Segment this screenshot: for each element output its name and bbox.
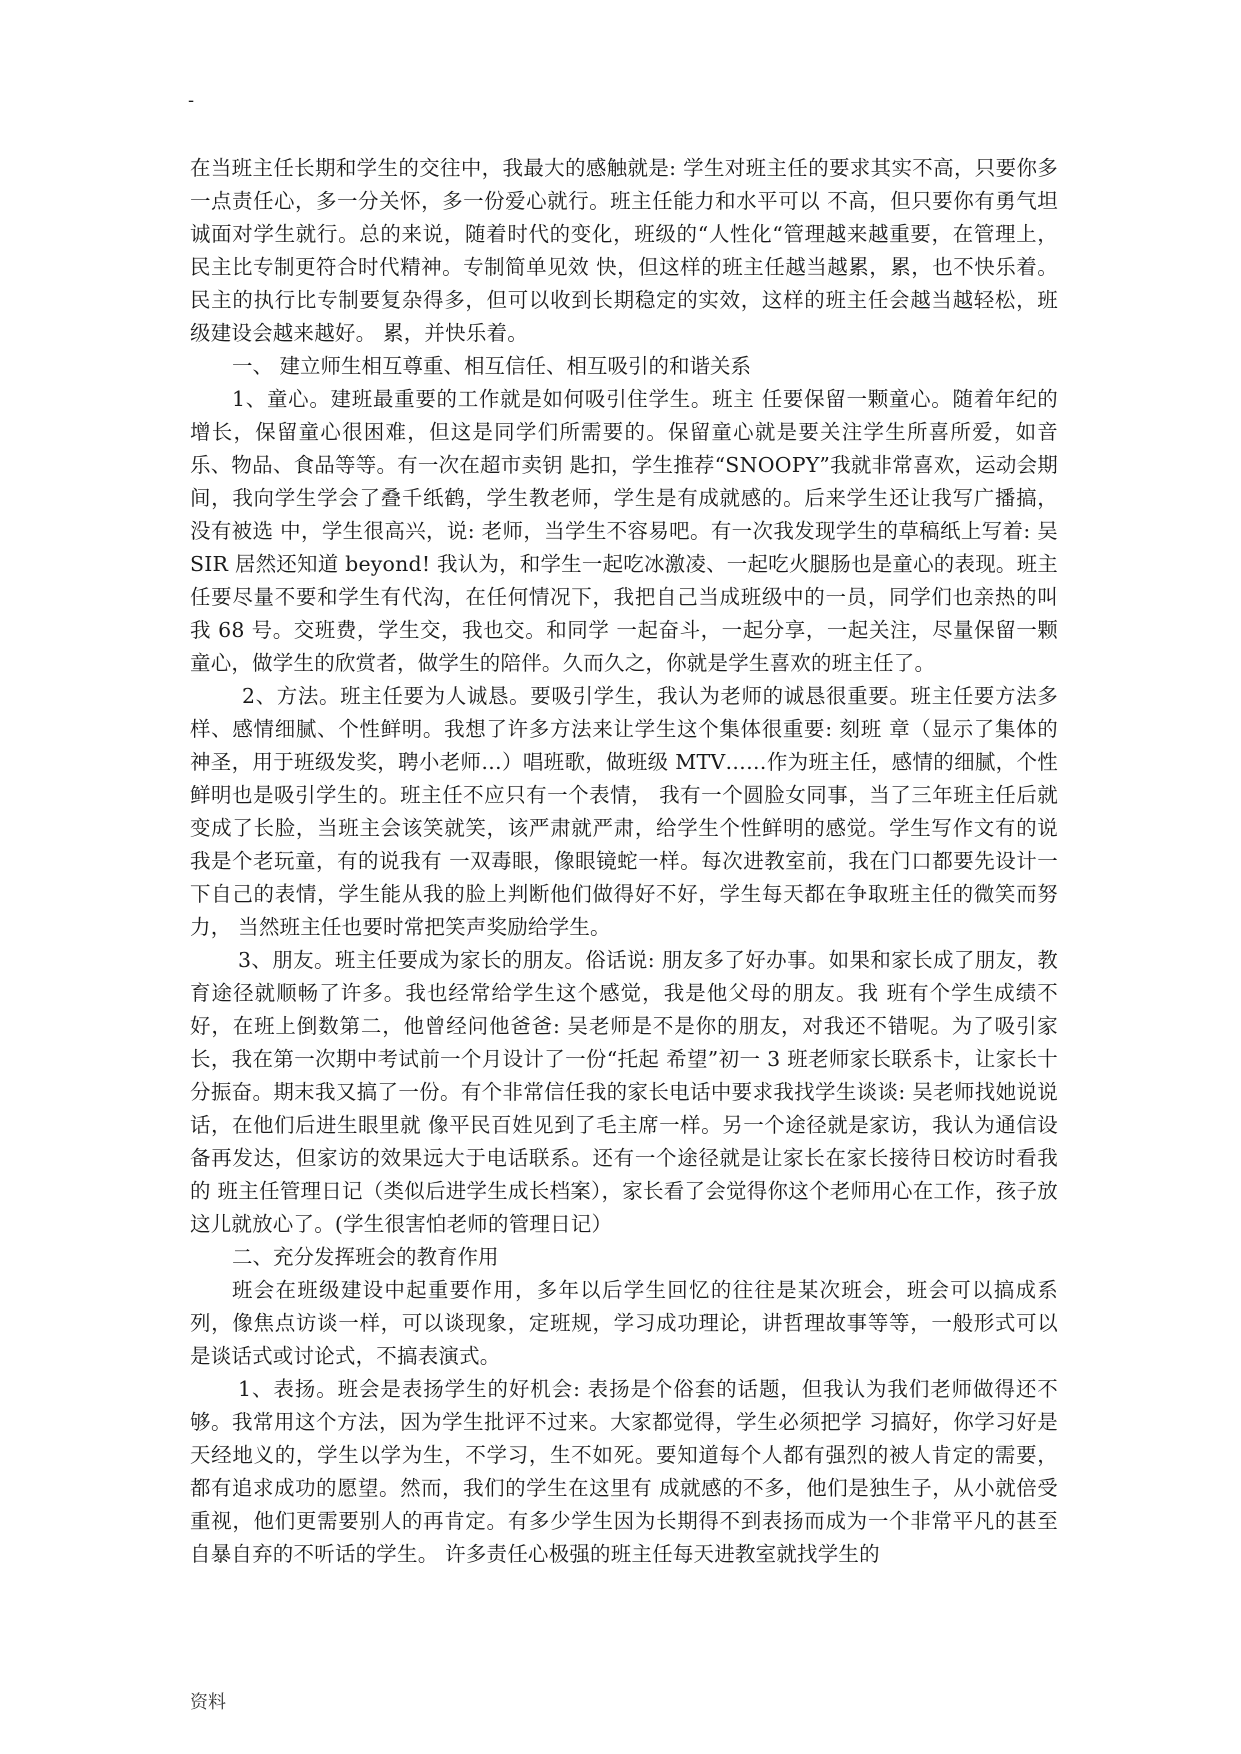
paragraph-childlike-heart: 1、童心。建班最重要的工作就是如何吸引住学生。班主 任要保留一颗童心。随着年纪的增长，保留童心很困难，但这是同学们所需要的。保留童心就是要关注学生所喜所爱，如音乐、物品、食品等等。有一次在超市卖钥 匙扣，学生推荐“SNOOPY”我就非常喜欢，运动会期间，我向学生学会了叠千纸鹤，学生教老师，学生是有成就感的。后来学生还让我写广播搞，没有被选 中，学生很高兴，说: 老师，当学生不容易吧。有一次我发现学生的草稿纸上写着: 吴 SIR 居然还知道 beyond! 我认为，和学生一起吃冰激凌、一起吃火腿肠也是童心的表现。班主任要尽量不要和学生有代沟，在任何情况下，我把自己当成班级中的一员，同学们也亲热的叫我 68 号。交班费，学生交，我也交。和同学 一起奋斗，一起分享，一起关注，尽量保留一颗童心，做学生的欣赏者，做学生的陪伴。久而久之，你就是学生喜欢的班主任了。 <box>190 387 1058 675</box>
document-body <box>190 152 1058 1571</box>
section-heading-1: 一、 建立师生相互尊重、相互信任、相互吸引的和谐关系 <box>232 354 752 378</box>
paragraph-praise: 1、表扬。班会是表扬学生的好机会: 表扬是个俗套的话题，但我认为我们老师做得还不够。我常用这个方法，因为学生批评不过来。大家都觉得，学生必须把学 习搞好，你学习好是天经地义的，学生以学为生，不学习，生不如死。要知道每个人都有强烈的被人肯定的需要，都有追求成功的愿望。然而，我们的学生在这里有 成就感的不多，他们是独生子，从小就倍受重视，他们更需要别人的再肯定。有多少学生因为长期得不到表扬而成为一个非常平凡的甚至自暴自弃的不听话的学生。 许多责任心极强的班主任每天进教室就找学生的 <box>190 1377 1058 1566</box>
paragraph-class-meeting: 班会在班级建设中起重要作用，多年以后学生回忆的往往是某次班会，班会可以搞成系列，像焦点访谈一样，可以谈现象，定班规，学习成功理论，讲哲理故事等等，一般形式可以是谈话式或讨论式，不搞表演式。 <box>190 1278 1058 1368</box>
section-heading-2: 二、充分发挥班会的教育作用 <box>232 1245 499 1269</box>
footer-label: 资料 <box>190 1692 226 1713</box>
paragraph-method: 2、方法。班主任要为人诚恳。要吸引学生，我认为老师的诚恳很重要。班主任要方法多样、感情细腻、个性鲜明。我想了许多方法来让学生这个集体很重要: 刻班 章（显示了集体的神圣，用于班级发奖，聘小老师…）唱班歌，做班级 MTV……作为班主任，感情的细腻，个性鲜明也是吸引学生的。班主任不应只有一个表情， 我有一个圆脸女同事，当了三年班主任后就变成了长脸，当班主会该笑就笑，该严肃就严肃，给学生个性鲜明的感觉。学生写作文有的说我是个老玩童，有的说我有 一双毒眼，像眼镜蛇一样。每次进教室前，我在门口都要先设计一下自己的表情，学生能从我的脸上判断他们做得好不好，学生每天都在争取班主任的微笑而努力， 当然班主任也要时常把笑声奖励给学生。 <box>190 684 1058 939</box>
paragraph-friends: 3、朋友。班主任要成为家长的朋友。俗话说: 朋友多了好办事。如果和家长成了朋友，教育途径就顺畅了许多。我也经常给学生这个感觉，我是他父母的朋友。我 班有个学生成绩不好，在班上倒数第二，他曾经问他爸爸: 吴老师是不是你的朋友，对我还不错呢。为了吸引家长，我在第一次期中考试前一个月设计了一份“托起 希望”初一 3 班老师家长联系卡，让家长十分振奋。期末我又搞了一份。有个非常信任我的家长电话中要求我找学生谈谈: 吴老师找她说说话，在他们后进生眼里就 像平民百姓见到了毛主席一样。另一个途径就是家访，我认为通信设备再发达，但家访的效果远大于电话联系。还有一个途径就是让家长在家长接待日校访时看我的 班主任管理日记（类似后进学生成长档案），家长看了会觉得你这个老师用心在工作，孩子放这儿就放心了。(学生很害怕老师的管理日记） <box>190 948 1058 1236</box>
intro-paragraph: 在当班主任长期和学生的交往中，我最大的感触就是: 学生对班主任的要求其实不高，只要你多一点责任心，多一分关怀，多一份爱心就行。班主任能力和水平可以 不高，但只要你有勇气坦诚面对学生就行。总的来说，随着时代的变化，班级的“人性化“管理越来越重要，在管理上，民主比专制更符合时代精神。专制简单见效 快，但这样的班主任越当越累，累，也不快乐着。民主的执行比专制要复杂得多，但可以收到长期稳定的实效，这样的班主任会越当越轻松，班级建设会越来越好。 累，并快乐着。 <box>190 156 1058 345</box>
header-mark: - <box>188 90 195 111</box>
